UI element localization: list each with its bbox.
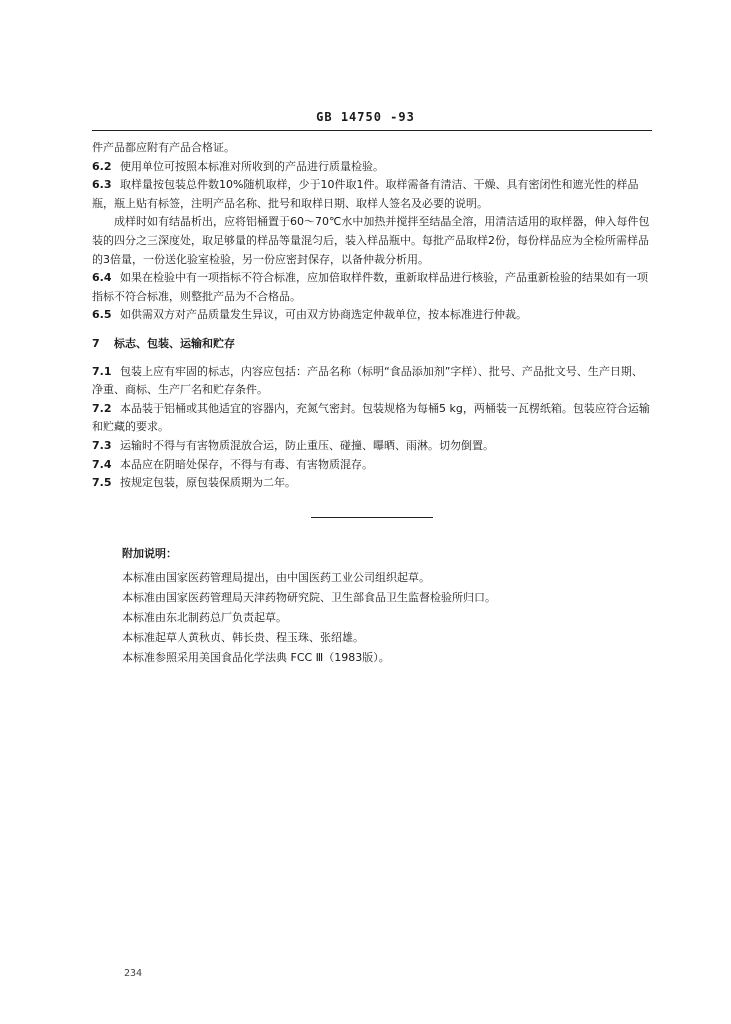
clause-text: 按规定包装，原包装保质期为二年。 [120, 476, 296, 490]
clause-text: 包装上应有牢固的标志，内容应包括：产品名称（标明“食品添加剂”字样）、批号、产品批文号、生产日期、净重、商标、生产厂名和贮存条件。 [92, 364, 643, 397]
clause-7-3 [92, 437, 652, 456]
appendix-title: 附加说明： [122, 546, 177, 560]
clause-number: 7.2 [92, 401, 112, 415]
end-of-standard-rule [311, 517, 433, 518]
clause-text: 运输时不得与有害物质混放合运，防止重压、碰撞、曝晒、雨淋。切勿倒置。 [120, 438, 494, 452]
appendix-line: 本标准由东北制药总厂负责起草。 [122, 610, 287, 624]
header-rule [92, 130, 652, 131]
clause-number: 6.2 [92, 159, 112, 173]
clause-number: 7.3 [92, 438, 112, 452]
clause-text: 本品装于铝桶或其他适宜的容器内，充氮气密封。包装规格为每桶5 kg，两桶装一瓦楞纸箱。包装应符合运输和贮藏的要求。 [92, 401, 650, 434]
appendix-line: 本标准起草人黄秋贞、韩长贵、程玉珠、张绍雄。 [122, 630, 364, 644]
clause-number: 6.3 [92, 178, 112, 192]
clause-text: 使用单位可按照本标准对所收到的产品进行质量检验。 [120, 159, 384, 173]
section-number: 7 [92, 336, 100, 350]
appendix-line: 本标准由国家医药管理局天津药物研究院、卫生部食品卫生监督检验所归口。 [122, 590, 496, 604]
appendix-line: 本标准由国家医药管理局提出，由中国医药工业公司组织起草。 [122, 570, 430, 584]
clause-7-1 [92, 363, 652, 400]
section-title: 标志、包装、运输和贮存 [114, 336, 235, 350]
section-6-continuation: 件产品都应附有产品合格证。 [92, 141, 235, 154]
clause-7-4 [92, 456, 652, 475]
clause-number: 6.4 [92, 271, 112, 285]
clause-text: 本品应在阴暗处保存，不得与有毒、有害物质混存。 [120, 457, 373, 471]
clause-text: 如果在检验中有一项指标不符合标准，应加倍取样件数，重新取样品进行核验，产品重新检验的结果如有一项指标不符合标准，则整批产品为不合格品。 [92, 271, 648, 303]
clause-text: 取样量按包装总件数10%随机取样，少于10件取1件。取样需备有清洁、干燥、具有密闭性和遮光性的样品瓶，瓶上贴有标签，注明产品名称、批号和取样日期、取样人签名及必要的说明。 [92, 178, 639, 210]
clause-number: 7.1 [92, 364, 112, 378]
clause-6-3 [92, 176, 652, 213]
clause-7-2 [92, 400, 652, 437]
clause-6-3-paragraph-2: 成样时如有结晶析出，应将铝桶置于60～70℃水中加热并搅拌至结晶全溶，用清洁适用的取样器，伸入每件包装的四分之三深度处，取足够量的样品等量混匀后，装入样品瓶中。每批产品取样2份，每份样品应为全检所需样品的3倍量，一份送化验室检验，另一份应密封保存，以备仲裁分析用。 [92, 215, 650, 266]
clause-6-5 [92, 306, 652, 325]
clause-6-2 [92, 158, 652, 177]
clause-text: 如供需双方对产品质量发生异议，可由双方协商选定仲裁单位，按本标准进行仲裁。 [120, 308, 527, 322]
section-7-heading [92, 335, 652, 354]
clause-6-4 [92, 269, 652, 306]
clause-number: 6.5 [92, 308, 112, 322]
appendix-notes [92, 544, 652, 668]
standard-code-header: GB 14750 -93 [316, 110, 415, 124]
clause-7-5 [92, 474, 652, 493]
document-body [92, 139, 652, 668]
clause-number: 7.4 [92, 457, 112, 471]
appendix-line: 本标准参照采用美国食品化学法典 FCC Ⅲ（1983版）。 [122, 650, 390, 664]
page-number: 234 [124, 968, 143, 979]
clause-number: 7.5 [92, 476, 112, 490]
